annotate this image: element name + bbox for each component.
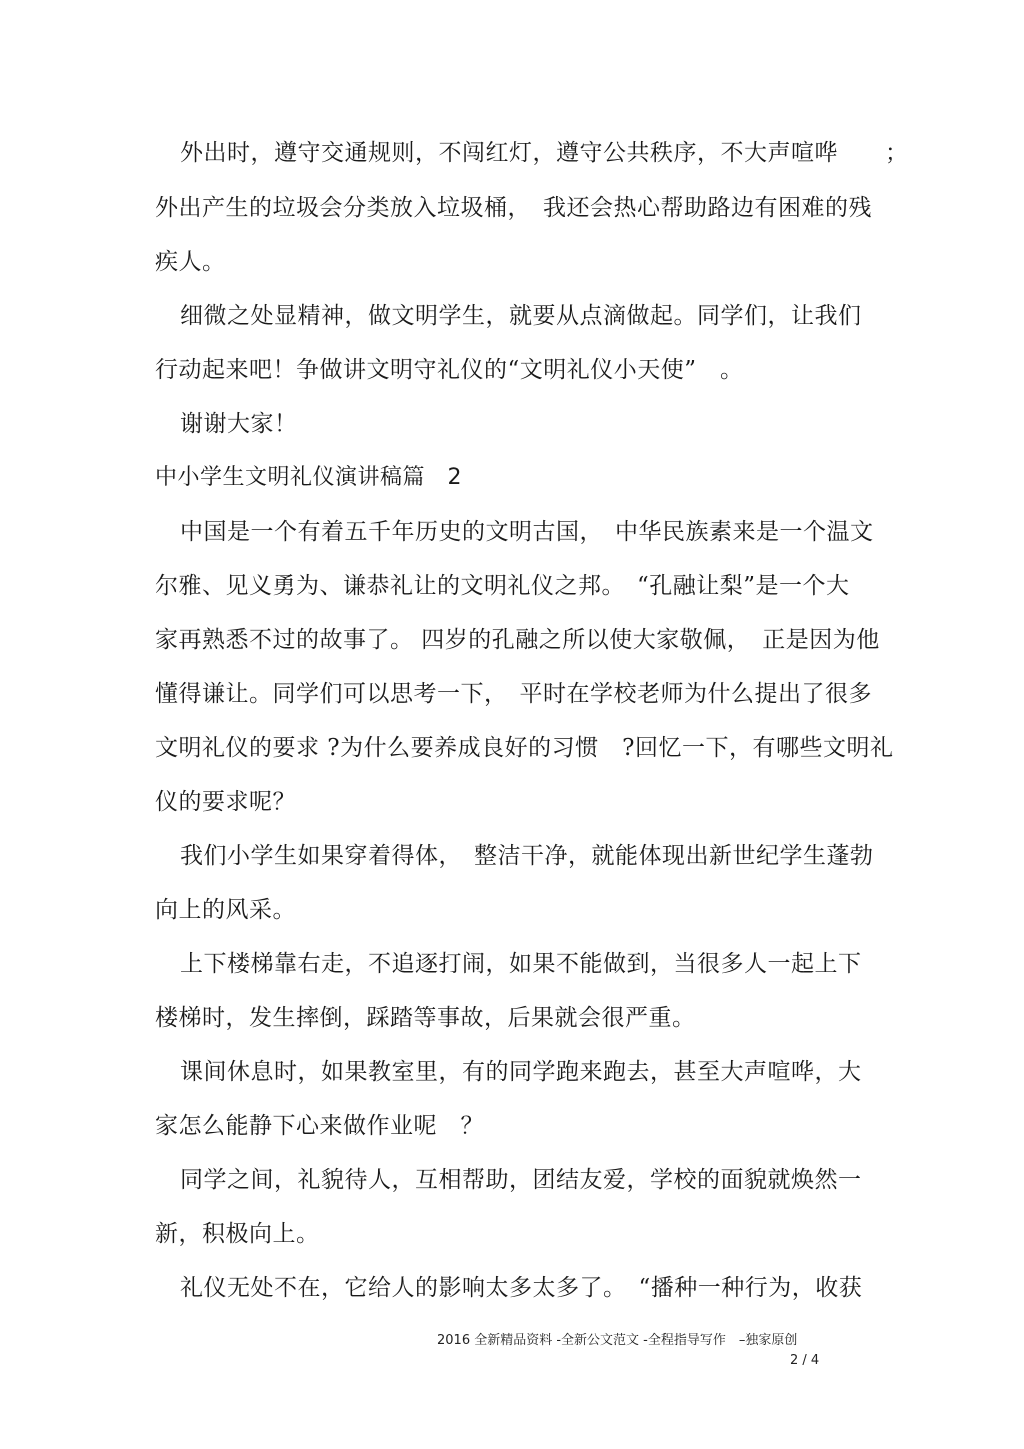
text-line: 新，积极向上。 xyxy=(155,1221,320,1247)
text-line: 向上的风采。 xyxy=(155,897,296,923)
text-line: 楼梯时，发生摔倒，踩踏等事故，后果就会很严重。 xyxy=(155,1005,696,1031)
text-line: 我们小学生如果穿着得体， 整洁干净，就能体现出新世纪学生蓬勃 xyxy=(180,843,874,869)
text-line: 家再熟悉不过的故事了。 四岁的孔融之所以使大家敬佩， 正是因为他 xyxy=(155,627,880,653)
text-line: 细微之处显精神，做文明学生，就要从点滴做起。同学们，让我们 xyxy=(180,303,862,329)
text-line: 课间休息时，如果教室里，有的同学跑来跑去，甚至大声喧哗，大 xyxy=(180,1059,862,1085)
text-line: 疾人。 xyxy=(155,249,226,275)
text-line: 同学之间，礼貌待人，互相帮助，团结友爱，学校的面貌就焕然一 xyxy=(180,1167,862,1193)
section-heading: 中小学生文明礼仪演讲稿篇 2 xyxy=(155,465,462,490)
page-number: 2 / 4 xyxy=(790,1353,820,1368)
text-line: 谢谢大家！ xyxy=(180,411,298,437)
text-line: 中国是一个有着五千年历史的文明古国， 中华民族素来是一个温文 xyxy=(180,519,874,545)
text-line: 上下楼梯靠右走，不追逐打闹，如果不能做到，当很多人一起上下 xyxy=(180,951,862,977)
text-line: 文明礼仪的要求 ?为什么要养成良好的习惯 ?回忆一下，有哪些文明礼 xyxy=(155,735,894,761)
footer-tagline: 2016 全新精品资料 -全新公文范文 -全程指导写作 –独家原创 xyxy=(437,1333,798,1348)
text-line: 外出产生的垃圾会分类放入垃圾桶， 我还会热心帮助路边有困难的残 xyxy=(155,195,872,221)
text-line: 懂得谦让。同学们可以思考一下， 平时在学校老师为什么提出了很多 xyxy=(155,681,872,707)
text-line: 行动起来吧！争做讲文明守礼仪的“文明礼仪小天使” 。 xyxy=(155,357,744,383)
text-line: 仪的要求呢？ xyxy=(155,789,296,815)
text-line: 礼仪无处不在，它给人的影响太多太多了。 “播种一种行为，收获 xyxy=(180,1275,863,1301)
text-line: 外出时，遵守交通规则，不闯红灯，遵守公共秩序，不大声喧哗 ； xyxy=(180,140,909,166)
text-line: 家怎么能静下心来做作业呢 ？ xyxy=(155,1113,484,1139)
text-line: 尔雅、见义勇为、谦恭礼让的文明礼仪之邦。 “孔融让梨”是一个大 xyxy=(155,573,850,599)
